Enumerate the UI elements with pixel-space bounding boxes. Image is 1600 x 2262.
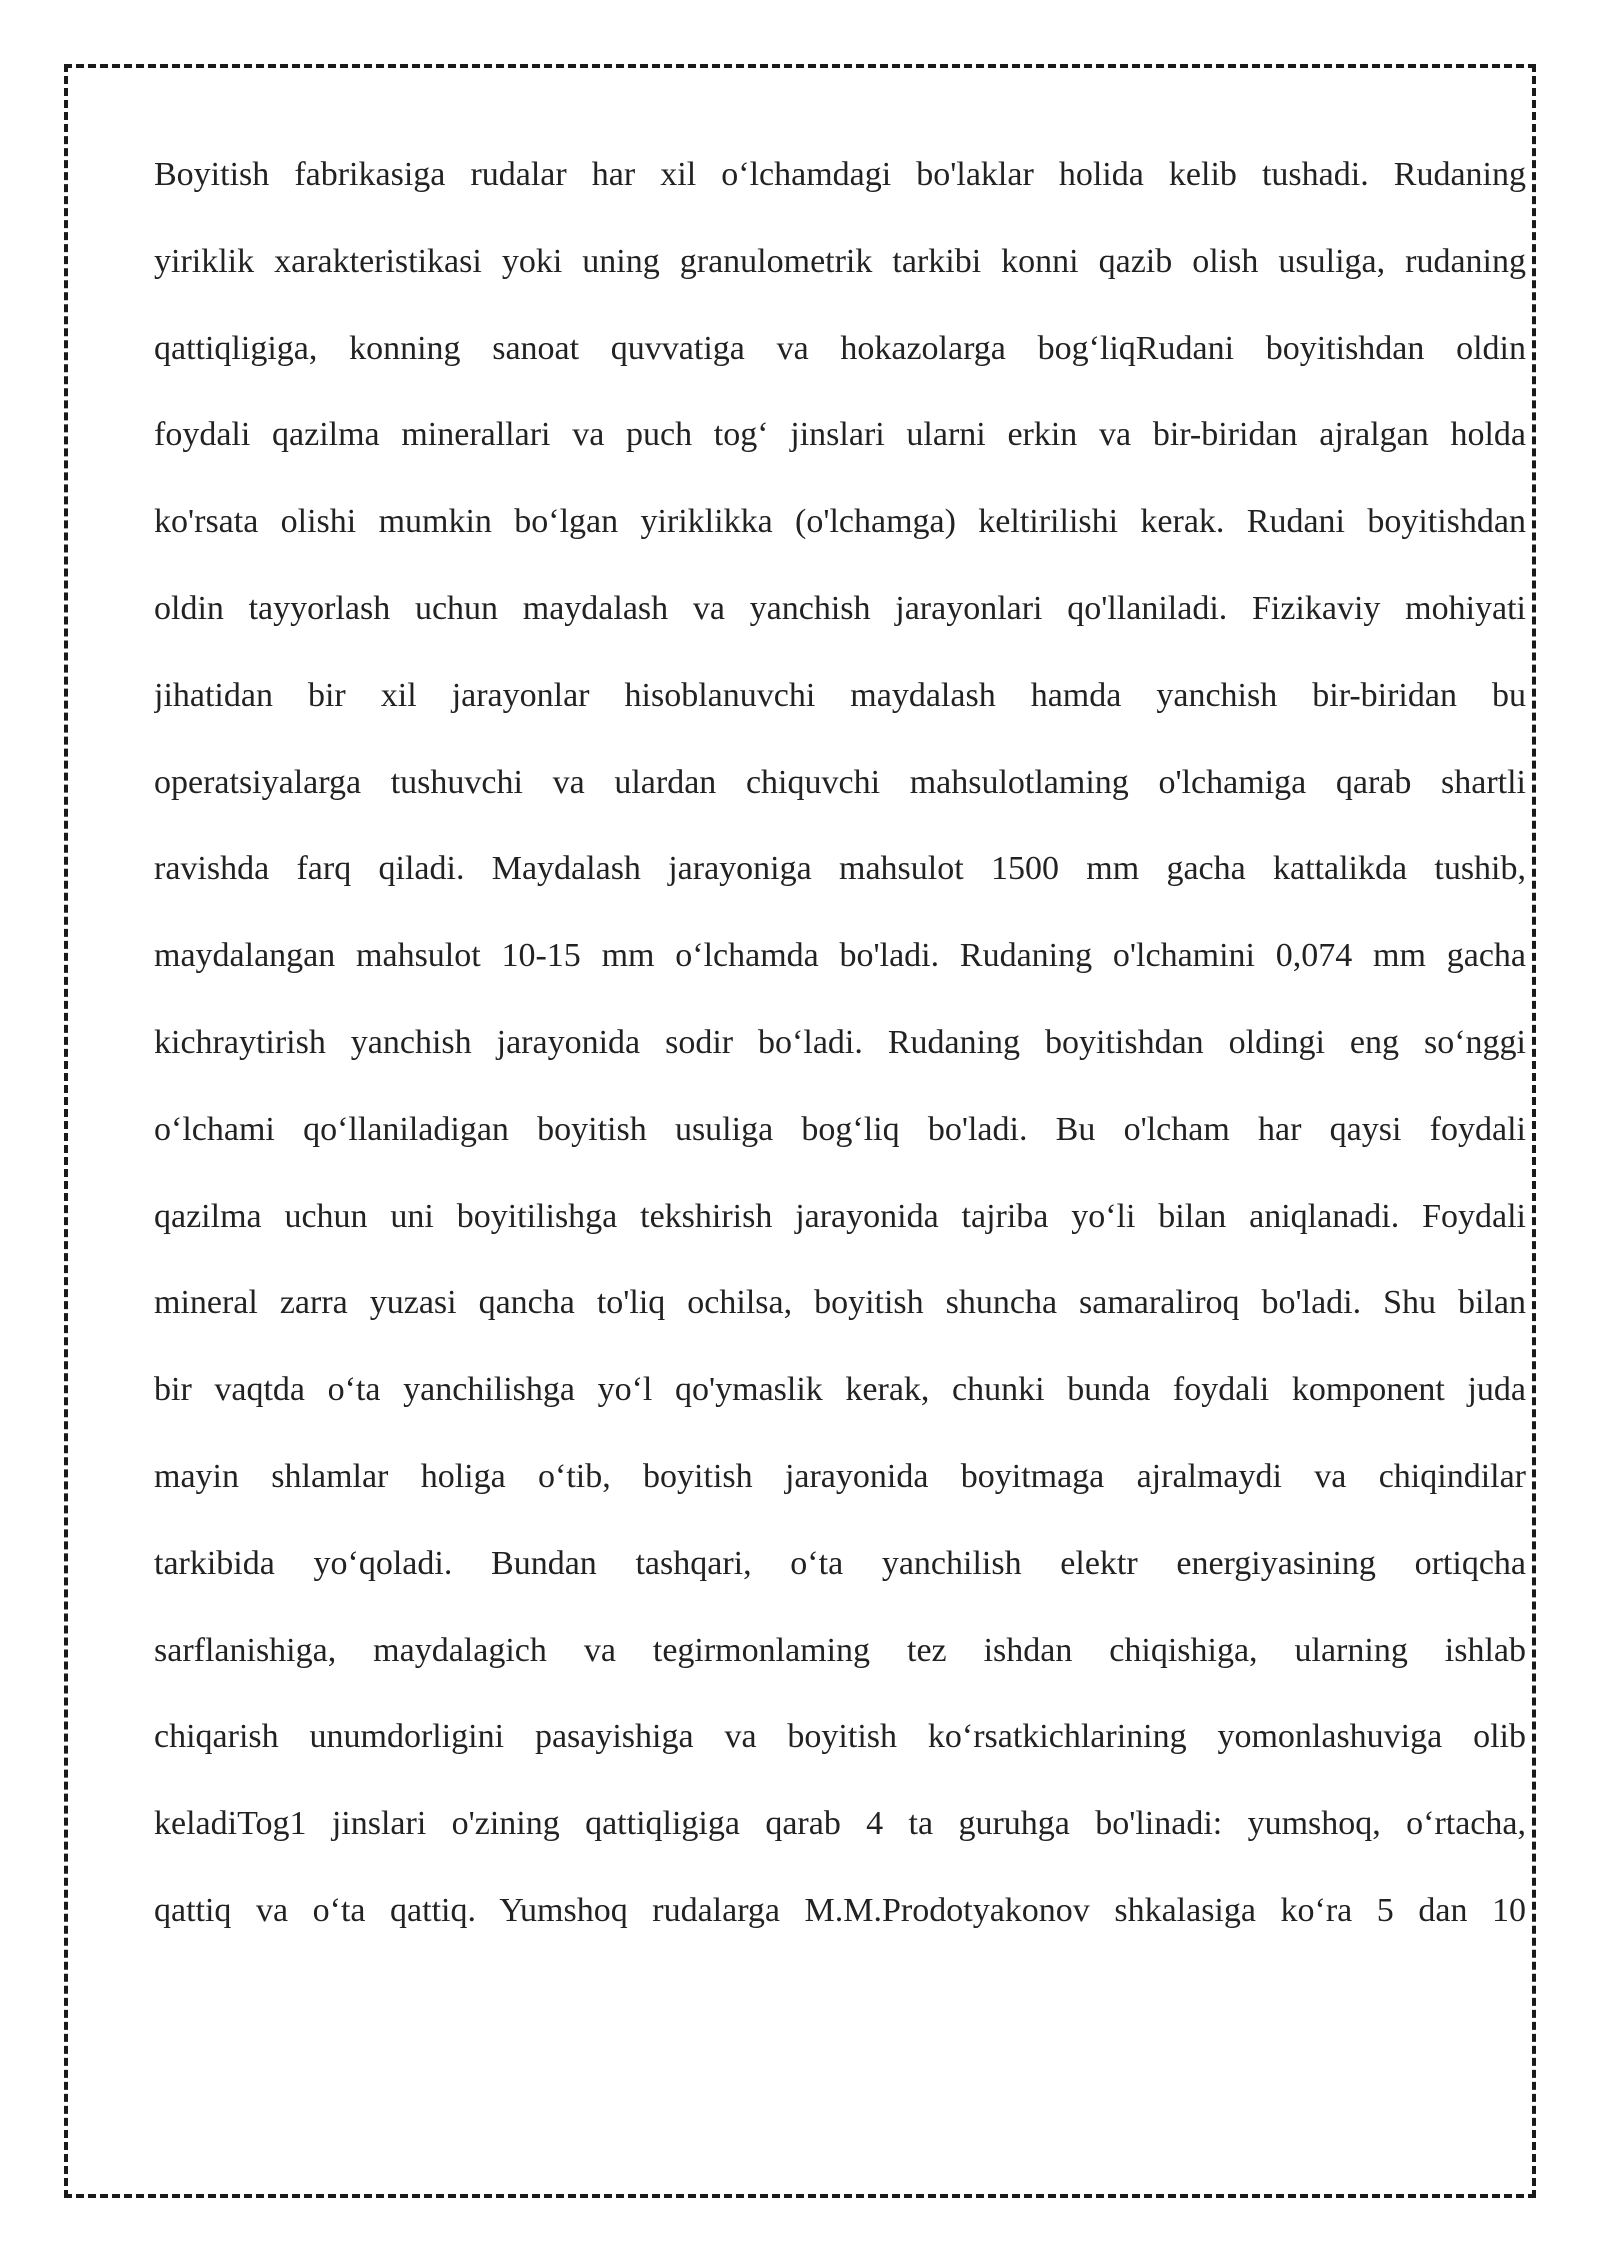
text-line: ko'rsata olishi mumkin bo‘lgan yiriklikka (o'lchamga) keltirilishi kerak. Rudani boyitishdan [154, 503, 1526, 541]
text-line: qazilma uchun uni boyitilishga tekshirish jarayonida tajriba yo‘li bilan aniqlanadi. Foydali [154, 1197, 1526, 1235]
text-line: mineral zarra yuzasi qancha to'liq ochilsa, boyitish shuncha samaraliroq bo'ladi. Shu bilan [154, 1284, 1526, 1322]
text-line: qattiqligiga, konning sanoat quvvatiga va hokazolarga bog‘liqRudani boyitishdan oldin [154, 329, 1526, 367]
text-line: keladiTog1 jinslari o'zining qattiqligiga qarab 4 ta guruhga bo'linadi: yumshoq, o‘rtacha, [154, 1805, 1526, 1843]
text-line: yiriklik xarakteristikasi yoki uning granulometrik tarkibi konni qazib olish usuliga, rudaning [154, 242, 1526, 280]
text-line: mayin shlamlar holiga o‘tib, boyitish jarayonida boyitmaga ajralmaydi va chiqindilar [154, 1457, 1526, 1495]
text-line: maydalangan mahsulot 10-15 mm o‘lchamda bo'ladi. Rudaning o'lchamini 0,074 mm gacha [154, 937, 1526, 975]
text-line: kichraytirish yanchish jarayonida sodir bo‘ladi. Rudaning boyitishdan oldingi eng so‘nggi [154, 1023, 1526, 1061]
text-line: tarkibida yo‘qoladi. Bundan tashqari, o‘ta yanchilish elektr energiyasining ortiqcha [154, 1544, 1526, 1582]
text-line: ravishda farq qiladi. Maydalash jarayoniga mahsulot 1500 mm gacha kattalikda tushib, [154, 850, 1526, 888]
text-line: chiqarish unumdorligini pasayishiga va boyitish ko‘rsatkichlarining yomonlashuviga olib [154, 1718, 1526, 1756]
text-line: o‘lchami qo‘llaniladigan boyitish usuliga bog‘liq bo'ladi. Bu o'lcham har qaysi foydali [154, 1110, 1526, 1148]
body-paragraph [154, 132, 1526, 1955]
text-line: operatsiyalarga tushuvchi va ulardan chiquvchi mahsulotlaming o'lchamiga qarab shartli [154, 763, 1526, 801]
text-line: foydali qazilma minerallari va puch tog‘ jinslari ularni erkin va bir-biridan ajralgan holda [154, 416, 1526, 454]
text-line: oldin tayyorlash uchun maydalash va yanchish jarayonlari qo'llaniladi. Fizikaviy mohiyati [154, 589, 1526, 627]
text-line: Boyitish fabrikasiga rudalar har xil o‘lchamdagi bo'laklar holida kelib tushadi. Rudaning [154, 156, 1526, 193]
text-line: bir vaqtda o‘ta yanchilishga yo‘l qo'ymaslik kerak, chunki bunda foydali komponent juda [154, 1371, 1526, 1409]
text-line: jihatidan bir xil jarayonlar hisoblanuvchi maydalash hamda yanchish bir-biridan bu [154, 676, 1526, 714]
text-line: sarflanishiga, maydalagich va tegirmonlaming tez ishdan chiqishiga, ularning ishlab [154, 1631, 1526, 1669]
text-line: qattiq va o‘ta qattiq. Yumshoq rudalarga M.M.Prodotyakonov shkalasiga ko‘ra 5 dan 10 [154, 1891, 1526, 1929]
